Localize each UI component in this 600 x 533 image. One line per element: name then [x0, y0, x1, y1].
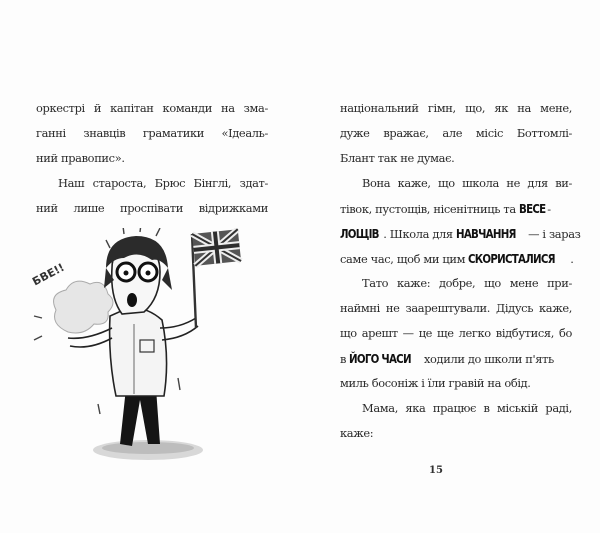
display-caps-word: СКОРИСТАЛИСЯ	[468, 251, 556, 266]
text-run: тівок, пустощів, нісенітниць та	[340, 202, 520, 216]
text-run: саме час, щоб ми цим	[340, 252, 469, 266]
text-line: ганні знавців граматики «Ідеаль-	[36, 126, 268, 140]
text-line: оркестрі й капітан команди на зма-	[36, 101, 268, 115]
text-line: ний правопис».	[36, 151, 125, 165]
text-line	[340, 246, 572, 271]
text-run: -	[547, 202, 551, 216]
boy-burping-with-flag-illustration	[28, 228, 258, 468]
text-line: ний лише проспівати відрижками	[36, 201, 268, 215]
display-caps-word: ЛОЩІВ	[340, 226, 379, 241]
text-line: дуже вражає, але місіс Боттомлі-	[340, 126, 572, 140]
text-line: Блант так не думає.	[340, 151, 455, 165]
text-line	[340, 221, 581, 246]
text-line	[340, 196, 572, 221]
right-page	[300, 0, 600, 533]
text-line: каже:	[340, 426, 374, 440]
text-line	[340, 346, 572, 371]
text-run: — і зараз	[524, 227, 581, 241]
text-line: національний гімн, що, як на мене,	[340, 101, 572, 115]
text-run: . Школа для	[383, 227, 456, 241]
text-line: Тато каже: добре, що мене при-	[362, 276, 572, 290]
text-line: Вона каже, що школа не для ви-	[362, 176, 572, 190]
page-number: 15	[429, 465, 443, 476]
display-caps-word: НАВЧАННЯ	[456, 226, 516, 241]
display-caps-word: ВЕСЕ	[519, 201, 546, 216]
text-run: ходили до школи п'ять	[420, 352, 554, 366]
illustration-icon	[28, 228, 258, 468]
text-run: .	[570, 252, 574, 266]
left-page-text	[36, 96, 268, 221]
text-line: наймні не заарештували. Дідусь каже,	[340, 301, 572, 315]
text-line: Наш староста, Брюс Бінглі, здат-	[58, 176, 268, 190]
text-line: Мама, яка працює в міській раді,	[362, 401, 572, 415]
text-line: миль босоніж і їли гравій на обід.	[340, 376, 531, 390]
right-page-text	[340, 96, 581, 446]
text-line: що арешт — це ще легко відбутися, бо	[340, 326, 572, 340]
sound-effect-text: БВЕ!!	[30, 260, 67, 289]
display-caps-word: ЙОГО ЧАСИ	[349, 351, 412, 366]
text-run: в	[340, 352, 350, 366]
